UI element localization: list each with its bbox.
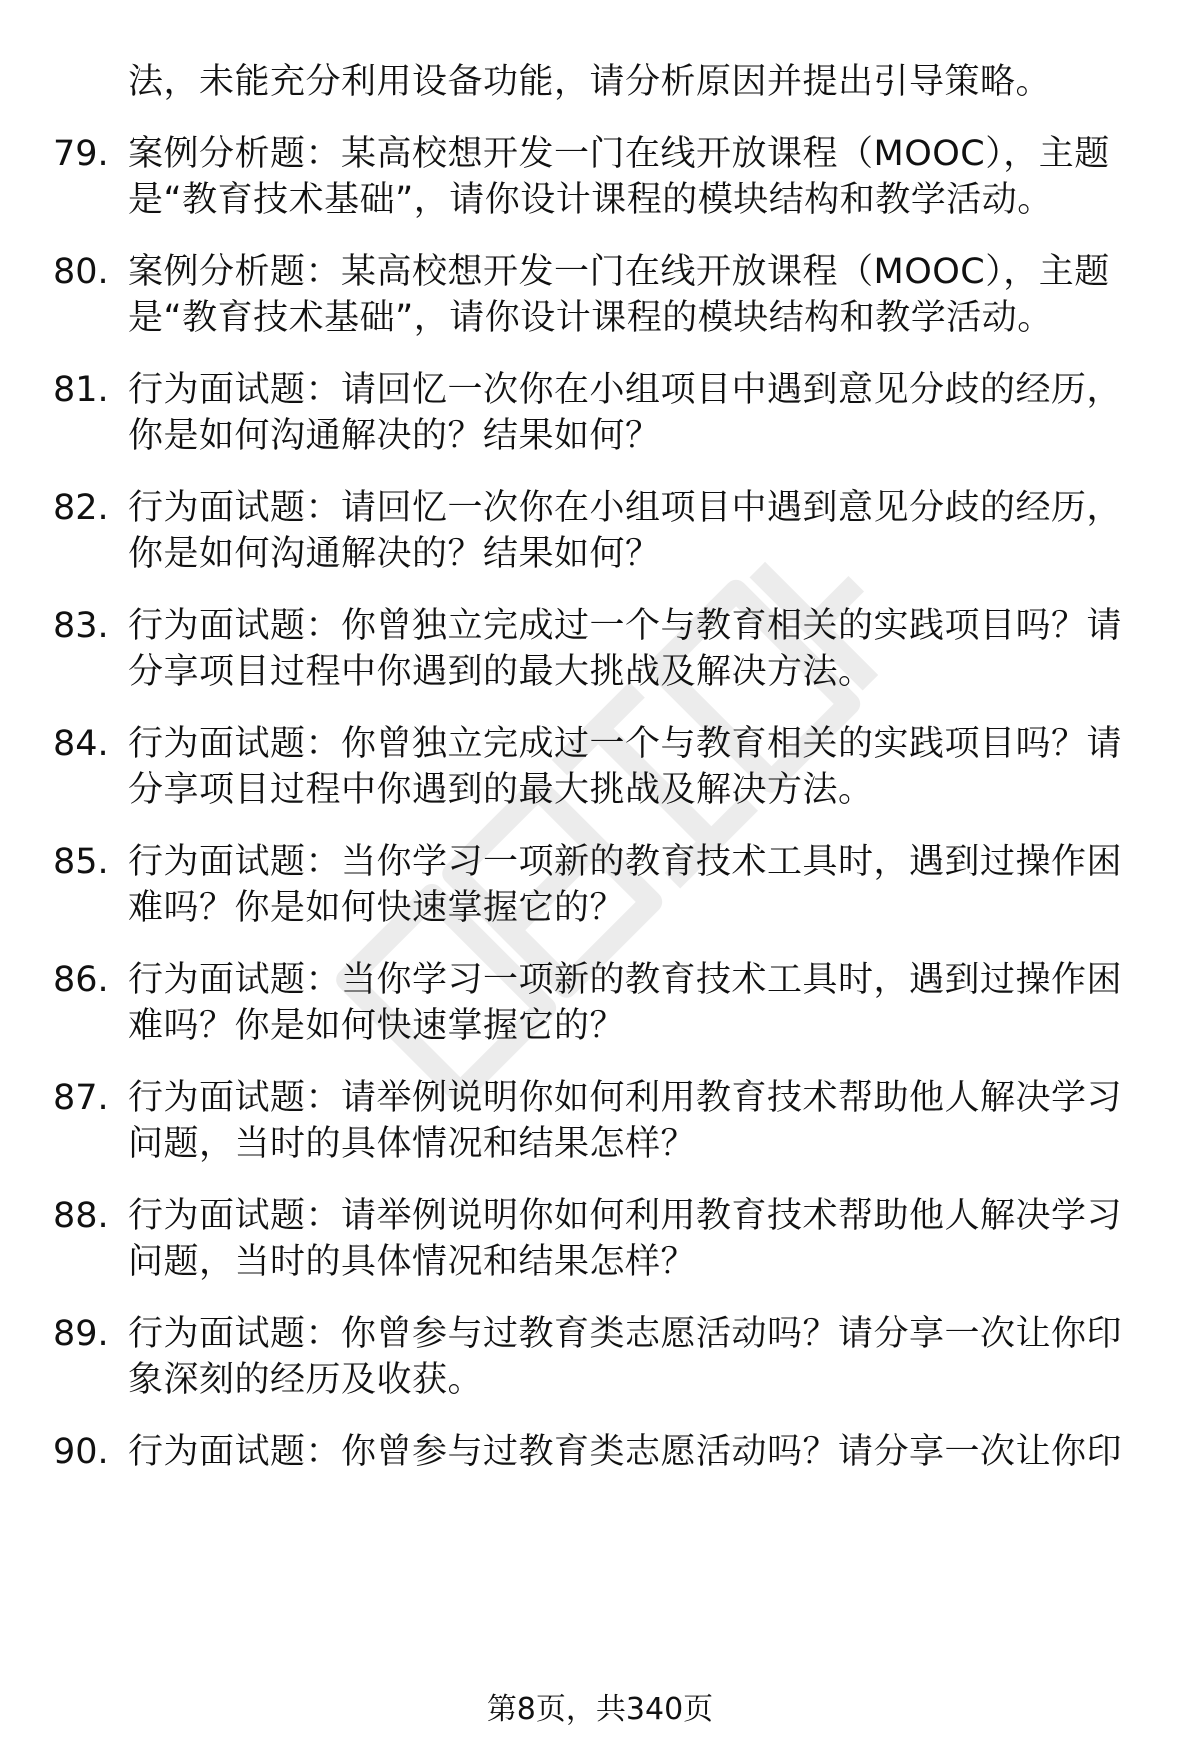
question-text-line2: 问题，当时的具体情况和结果怎样？	[128, 1124, 697, 1164]
question-text-line2: 象深刻的经历及收获。	[128, 1360, 484, 1400]
question-number: 80.	[53, 252, 109, 292]
question-text-line1: 行为面试题：请回忆一次你在小组项目中遇到意见分歧的经历，	[128, 488, 1123, 528]
question-number: 88.	[53, 1196, 109, 1236]
question-text-line2: 难吗？你是如何快速掌握它的？	[128, 1006, 626, 1046]
question-text-line1: 行为面试题：请回忆一次你在小组项目中遇到意见分歧的经历，	[128, 370, 1123, 410]
question-text-line1: 行为面试题：你曾参与过教育类志愿活动吗？请分享一次让你印	[128, 1314, 1123, 1354]
question-text-line2: 是“教育技术基础”，请你设计课程的模块结构和教学活动。	[128, 180, 1053, 220]
question-text-line1: 案例分析题：某高校想开发一门在线开放课程（MOOC），主题	[128, 252, 1110, 292]
question-number: 90.	[53, 1432, 109, 1472]
question-number: 82.	[53, 488, 109, 528]
question-text-line1: 行为面试题：请举例说明你如何利用教育技术帮助他人解决学习	[128, 1196, 1123, 1236]
question-text-line2: 你是如何沟通解决的？结果如何？	[128, 534, 661, 574]
question-text-line2: 难吗？你是如何快速掌握它的？	[128, 888, 626, 928]
question-text-line1: 行为面试题：请举例说明你如何利用教育技术帮助他人解决学习	[128, 1078, 1123, 1118]
question-text-line2: 问题，当时的具体情况和结果怎样？	[128, 1242, 697, 1282]
question-number: 86.	[53, 960, 109, 1000]
question-text-line1: 行为面试题：你曾参与过教育类志愿活动吗？请分享一次让你印	[128, 1432, 1123, 1472]
question-text-line1: 行为面试题：你曾独立完成过一个与教育相关的实践项目吗？请	[128, 606, 1123, 646]
question-text-line1: 行为面试题：当你学习一项新的教育技术工具时，遇到过操作困	[128, 960, 1123, 1000]
question-number: 85.	[53, 842, 109, 882]
question-number: 81.	[53, 370, 109, 410]
question-text-line1: 行为面试题：当你学习一项新的教育技术工具时，遇到过操作困	[128, 842, 1123, 882]
question-text-line2: 你是如何沟通解决的？结果如何？	[128, 416, 661, 456]
question-text-line1: 案例分析题：某高校想开发一门在线开放课程（MOOC），主题	[128, 134, 1110, 174]
question-number: 87.	[53, 1078, 109, 1118]
question-number: 83.	[53, 606, 109, 646]
question-text-line2: 是“教育技术基础”，请你设计课程的模块结构和教学活动。	[128, 298, 1053, 338]
question-text-line2: 分享项目过程中你遇到的最大挑战及解决方法。	[128, 652, 874, 692]
page-footer: 第8页，共340页	[486, 1692, 714, 1727]
question-number: 89.	[53, 1314, 109, 1354]
question-number: 84.	[53, 724, 109, 764]
question-text-line2: 分享项目过程中你遇到的最大挑战及解决方法。	[128, 770, 874, 810]
continuation-text: 法，未能充分利用设备功能，请分析原因并提出引导策略。	[128, 62, 1052, 102]
question-text-line1: 行为面试题：你曾独立完成过一个与教育相关的实践项目吗？请	[128, 724, 1123, 764]
question-number: 79.	[53, 134, 109, 174]
